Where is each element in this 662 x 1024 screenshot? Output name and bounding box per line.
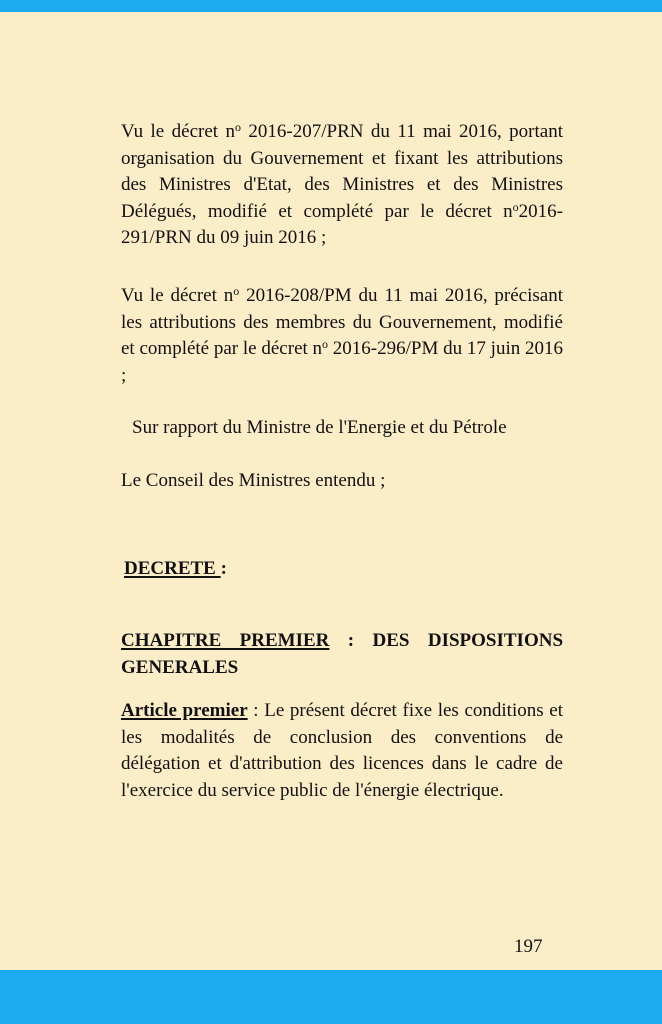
text: 2016-207/PRN du 11 mai 2016, portant organisation du Gouvernement et fixant les attributions des Ministres d'Etat, des Ministres et des Ministres Délégués, modifié et complété par le décret n: [121, 121, 564, 222]
text: 2016-296/PM du 17 juin 2016 ;: [121, 338, 563, 386]
colon: :: [220, 558, 227, 579]
chapter-title: : DES DISPOSITIONS GENERALES: [121, 630, 564, 678]
top-band: [0, 0, 662, 12]
decrete-label: DECRETE: [124, 558, 221, 579]
text: Vu le décret n: [121, 285, 234, 306]
text: 2016-291/PRN du 09 juin 2016 ;: [121, 200, 563, 248]
conseil-line: Le Conseil des Ministres entendu ;: [121, 470, 386, 491]
chapter-label: CHAPITRE PREMIER: [121, 630, 330, 651]
superscript: o: [322, 337, 329, 351]
article-text: : Le présent décret fixe les conditions et les modalités de conclusion des conventions de délégation et d'attribution des licences dans le cadre de l'exercice du service public de l'énergie électrique.: [121, 700, 563, 801]
article-label: Article premier: [121, 700, 248, 721]
superscript: o: [233, 284, 240, 298]
visa-decree-207: [121, 119, 563, 252]
article-premier: [121, 698, 563, 804]
chapter-heading: [121, 628, 563, 681]
text: Vu le décret n: [121, 121, 235, 142]
page-number: 197: [514, 936, 543, 957]
bottom-band: [0, 970, 662, 1024]
text: 2016-208/PM du 11 mai 2016, précisant les attributions des membres du Gouvernement, modifié et complété par le décret n: [121, 285, 563, 359]
superscript: o: [512, 199, 519, 214]
decrete-heading: [124, 556, 566, 583]
rapport-line: Sur rapport du Ministre de l'Energie et du Pétrole: [132, 417, 507, 438]
visa-decree-208: [121, 283, 563, 389]
superscript: o: [235, 120, 241, 134]
